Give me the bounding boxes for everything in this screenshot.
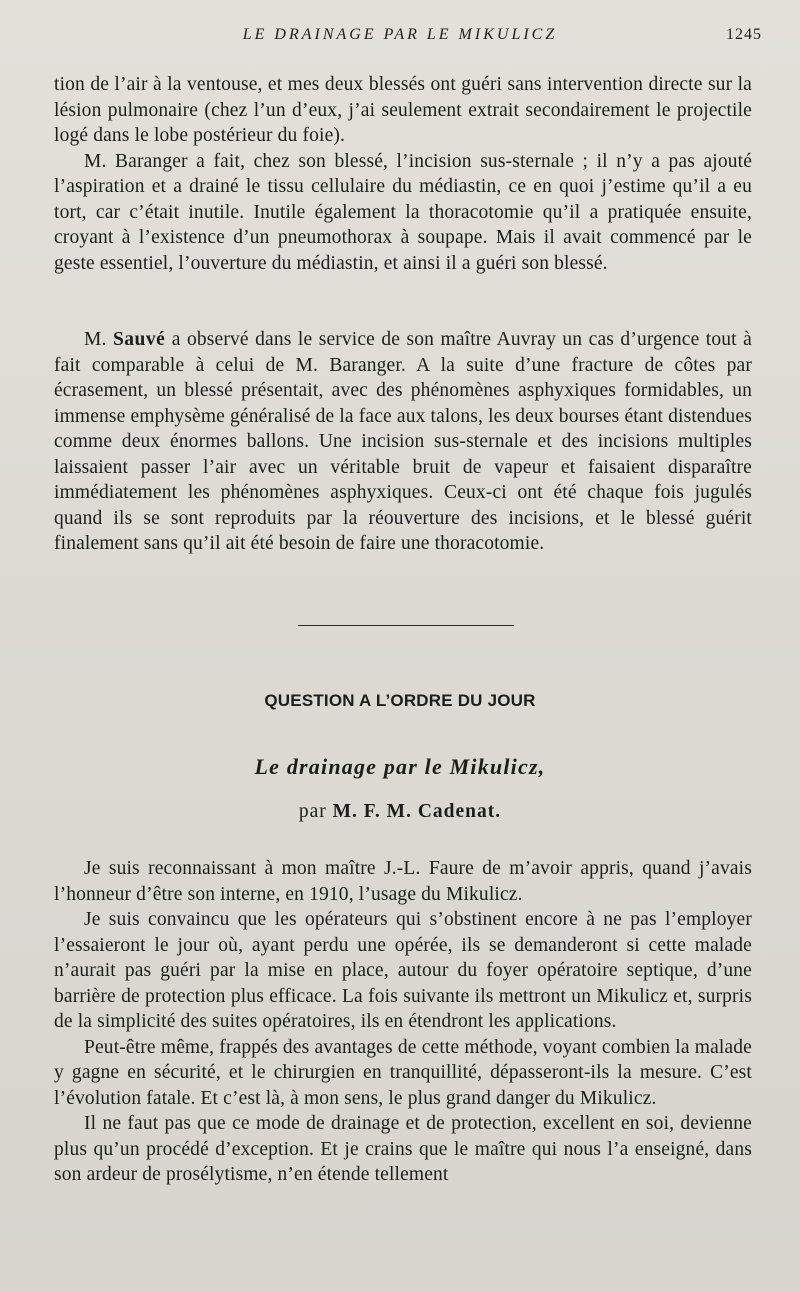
- article-title: Le drainage par le Mikulicz,: [254, 754, 546, 779]
- sauve-discussion: [54, 327, 752, 557]
- section-heading: QUESTION A L’ORDRE DU JOUR: [264, 691, 536, 710]
- byline: [0, 801, 800, 823]
- paragraph: M. Baranger a fait, chez son blessé, l’incision sus-sternale ; il n’y a pas ajouté l’aspiration et a drainé le tissu cellulaire du médiastin, ce en quoi j’estime qu’il a eu tort, car c’était inutile. Inutile également la thoracotomie qu’il a pratiquée ensuite, croyant à l’existence d’un pneumothorax à soupape. Mais il avait commencé par le geste essentiel, l’ouverture du médiastin, et ainsi il a guéri son blessé.: [54, 150, 752, 274]
- byline-prefix: par: [298, 801, 333, 822]
- paragraph: Je suis reconnaissant à mon maître J.-L. Faure de m’avoir appris, quand j’avais l’honneur d’être son interne, en 1910, l’usage du Mikulicz.: [54, 858, 752, 905]
- paragraph: [54, 327, 752, 557]
- discussion-continuation: [54, 72, 752, 276]
- paragraph: Je suis convaincu que les opérateurs qui s’obstinent encore à ne pas l’employer l’essaieront le jour où, ayant perdu une opérée, ils se demanderont si cette malade n’aurait pas guéri par la mise en place, autour du foyer opératoire septique, d’une barrière de protection plus efficace. La fois suivante ils mettront un Mikulicz et, surpris de la simplicité des suites opératoires, ils en étendront les applications.: [54, 909, 752, 1032]
- speaker-prefix: M.: [84, 329, 113, 350]
- author-name: M. F. M. Cadenat.: [332, 801, 502, 822]
- section-divider: [298, 625, 514, 626]
- article-body: [54, 856, 752, 1188]
- paragraph: Il ne faut pas que ce mode de drainage et de protection, excellent en soi, devienne plus qu’un procédé d’exception. Et je crains que le maître qui nous l’a enseigné, dans son ardeur de prosélytisme, n’en étende tellement: [54, 1113, 752, 1185]
- paragraph-text: a observé dans le service de son maître Auvray un cas d’urgence tout à fait comparable à celui de M. Baranger. A la suite d’une fracture de côtes par écrasement, un blessé présentait, avec des phénomènes asphyxiques formidables, un immense emphysème généralisé de la face aux talons, les deux bourses étant distendues comme deux énormes ballons. Une incision sus-sternale et des incisions multiples laissaient passer l’air avec un véritable bruit de vapeur et faisaient disparaître immédiatement les phénomènes asphyxiques. Ceux-ci ont été chaque fois jugulés quand ils se sont reproduits par la réouverture des incisions, et le blessé guérit finalement sans qu’il ait été besoin de faire une thoracotomie.: [54, 329, 752, 554]
- speaker-name: Sauvé: [112, 329, 166, 350]
- paragraph: tion de l’air à la ventouse, et mes deux blessés ont guéri sans intervention directe sur la lésion pulmonaire (chez l’un d’eux, j’ai seulement extrait secondairement le projectile logé dans le lobe postérieur du foie).: [54, 74, 752, 146]
- running-header: [0, 22, 800, 52]
- page-number: 1245: [726, 26, 762, 43]
- paragraph: Peut-être même, frappés des avantages de cette méthode, voyant combien la malade y gagne en sécurité, et le chirurgien en tranquillité, dépasseront-ils la mesure. C’est l’évolution fatale. Et c’est là, à mon sens, le plus grand danger du Mikulicz.: [54, 1036, 752, 1109]
- running-title: LE DRAINAGE PAR LE MIKULICZ: [242, 26, 558, 43]
